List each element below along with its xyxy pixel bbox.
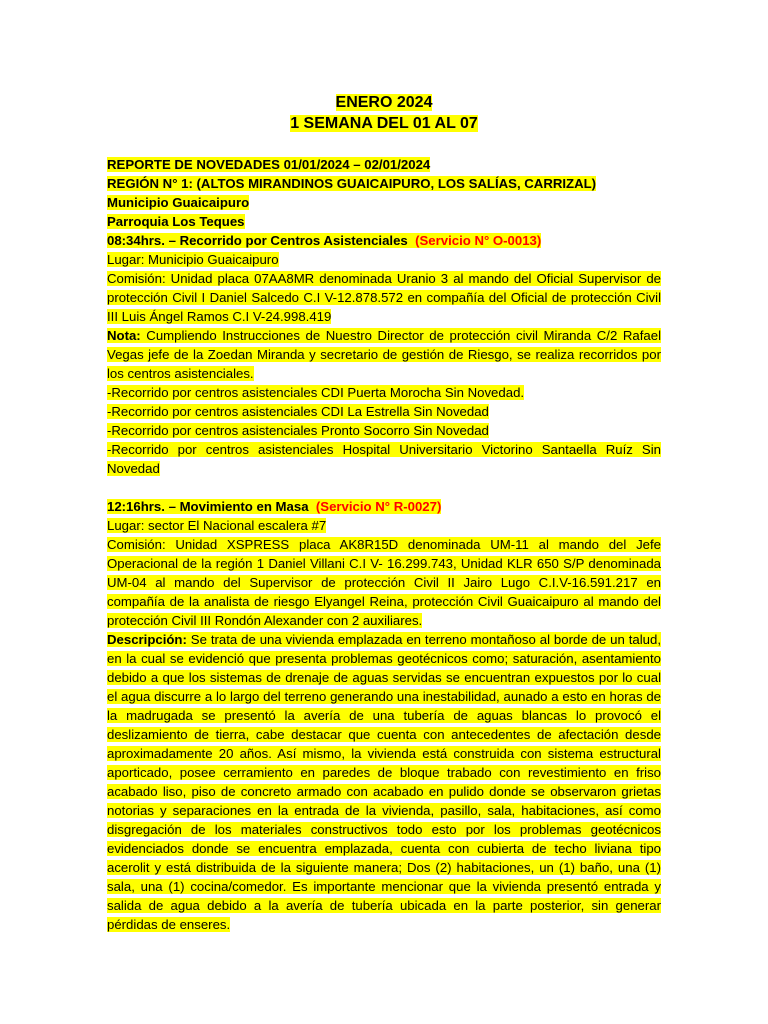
event1-heading: 08:34hrs. – Recorrido por Centros Asistenciales [107,233,408,248]
event1-item: -Recorrido por centros asistenciales CDI La Estrella Sin Novedad [107,404,489,419]
report-range: REPORTE DE NOVEDADES 01/01/2024 – 02/01/2024 [107,157,431,172]
event2-desc-label: Descripción: [107,632,187,647]
event1-nota-label: Nota: [107,328,141,343]
section-gap [107,478,661,497]
event1-nota-text: Cumpliendo Instrucciones de Nuestro Director de protección civil Miranda C/2 Rafael Vegas jefe de la Zoedan Miranda y secretario de gestión de Riesgo, se realiza recorridos por los centros asistenciales. [107,328,661,381]
event2-lugar: Lugar: sector El Nacional escalera #7 [107,518,327,533]
event1-item: -Recorrido por centros asistenciales CDI Puerta Morocha Sin Novedad. [107,385,525,400]
event2-desc-text: Se trata de una vivienda emplazada en terreno montañoso al borde de un talud, en la cual se evidenció que presenta problemas geotécnicos como; saturación, asentamiento debido a que los sistemas de drenaje de aguas servidas se encuentran expuestos por lo cual el agua discurre a lo largo del terreno generando una inestabilidad, aunado a esto en horas de la madrugada se presentó la avería de una tubería de aguas blancas lo provocó el deslizamiento de tierra, cabe destacar que cuenta con antecedentes de afectación desde aproximadamente 20 años. Así mismo, la vivienda está construida con sistema estructural aporticado, posee cerramiento en paredes de bloque trabado con revestimiento en friso acabado liso, piso de concreto armado con acabado en pulido donde se observaron grietas notorias y separaciones en la entrada de la vivienda, pasillo, sala, habitaciones, así como disgregación de los materiales constructivos todo esto por los problemas geotécnicos evidenciados donde se encuentra emplazada, cuenta con cubierta de techo liviana tipo acerolit y está distribuida de la siguiente manera; Dos (2) habitaciones, un (1) baño, una (1) sala, una (1) cocina/comedor. Es importante mencionar que la vivienda presentó entrada y salida de agua debido a la avería de tubería ubicada en la parte posterior, sin generar pérdidas de enseres. [107,632,661,932]
event2-comision: Comisión: Unidad XSPRESS placa AK8R15D denominada UM-11 al mando del Jefe Operacional de la región 1 Daniel Villani C.I V- 16.299.743, Unidad KLR 650 S/P denominada UM-04 al mando del Supervisor de protección Civil II Jairo Lugo C.I.V-16.591.217 en compañía de la analista de riesgo Elyangel Reina, protección Civil Guaicaipuro al mando del protección Civil III Rondón Alexander con 2 auxiliares. [107,537,661,628]
event2-heading: 12:16hrs. – Movimiento en Masa [107,499,309,514]
event1-heading-line [107,231,661,250]
document-header [0,92,768,134]
event1-item: -Recorrido por centros asistenciales Pronto Socorro Sin Novedad [107,423,489,438]
parroquia-heading: Parroquia Los Teques [107,214,245,229]
document-body [107,155,661,934]
event2-heading-line [107,497,661,516]
event1-item: -Recorrido por centros asistenciales Hospital Universitario Victorino Santaella Ruíz Sin Novedad [107,442,661,476]
event1-service: (Servicio N° O-0013) [415,233,542,248]
event2-service: (Servicio N° R-0027) [315,499,442,514]
municipio-heading: Municipio Guaicaipuro [107,195,250,210]
week-title: 1 SEMANA DEL 01 AL 07 [290,115,478,132]
event1-lugar: Lugar: Municipio Guaicaipuro [107,252,279,267]
region-heading: REGIÓN N° 1: (ALTOS MIRANDINOS GUAICAIPURO, LOS SALÍAS, CARRIZAL) [107,176,597,191]
month-title: ENERO 2024 [335,94,433,111]
event1-comision: Comisión: Unidad placa 07AA8MR denominada Uranio 3 al mando del Oficial Supervisor de protección Civil I Daniel Salcedo C.I V-12.878.572 en compañía del Oficial de protección Civil III Luis Ángel Ramos C.I V-24.998.419 [107,271,661,324]
